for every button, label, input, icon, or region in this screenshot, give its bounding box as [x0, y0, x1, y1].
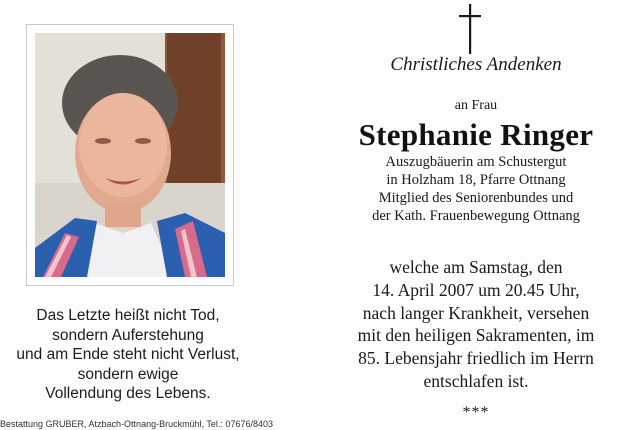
notice-line: 85. Lebensjahr friedlich im Herrn: [358, 348, 594, 369]
notice-line: welche am Samstag, den: [389, 257, 563, 277]
verse-line: sondern ewige: [77, 365, 179, 383]
portrait-frame: [26, 24, 234, 286]
death-notice: [318, 256, 634, 393]
verse-line: Das Letzte heißt nicht Tod,: [36, 307, 220, 324]
portrait-image: [35, 33, 225, 277]
verse: [0, 306, 256, 404]
detail-line: der Kath. Frauenbewegung Ottnang: [372, 208, 580, 224]
details: [318, 153, 634, 225]
heading: Christliches Andenken: [390, 54, 562, 75]
deceased-name: Stephanie Ringer: [358, 117, 594, 152]
portrait-photo: [35, 33, 225, 277]
notice-line: nach langer Krankheit, versehen: [362, 302, 590, 323]
verse-line: Vollendung des Lebens.: [45, 385, 211, 402]
verse-line: sondern Auferstehung: [52, 326, 204, 344]
notice-line: mit den heiligen Sakramenten, im: [357, 325, 595, 346]
detail-line: Auszugbäuerin am Schustergut: [385, 154, 567, 170]
detail-line: in Holzham 18, Pfarre Ottnang: [386, 172, 566, 188]
notice-line: entschlafen ist.: [423, 370, 529, 391]
latin-cross-icon: [450, 2, 490, 56]
notice-line: 14. April 2007 um 20.45 Uhr,: [372, 279, 580, 300]
detail-line: Mitglied des Seniorenbundes und: [378, 190, 574, 206]
funeral-home-footer: Bestattung GRUBER, Atzbach-Ottnang-Bruckmühl, Tel.: 07676/8403: [0, 419, 273, 429]
closing-stars: ***: [462, 404, 490, 421]
verse-line: und am Ende steht nicht Verlust,: [16, 346, 240, 363]
salutation: an Frau: [454, 98, 498, 113]
